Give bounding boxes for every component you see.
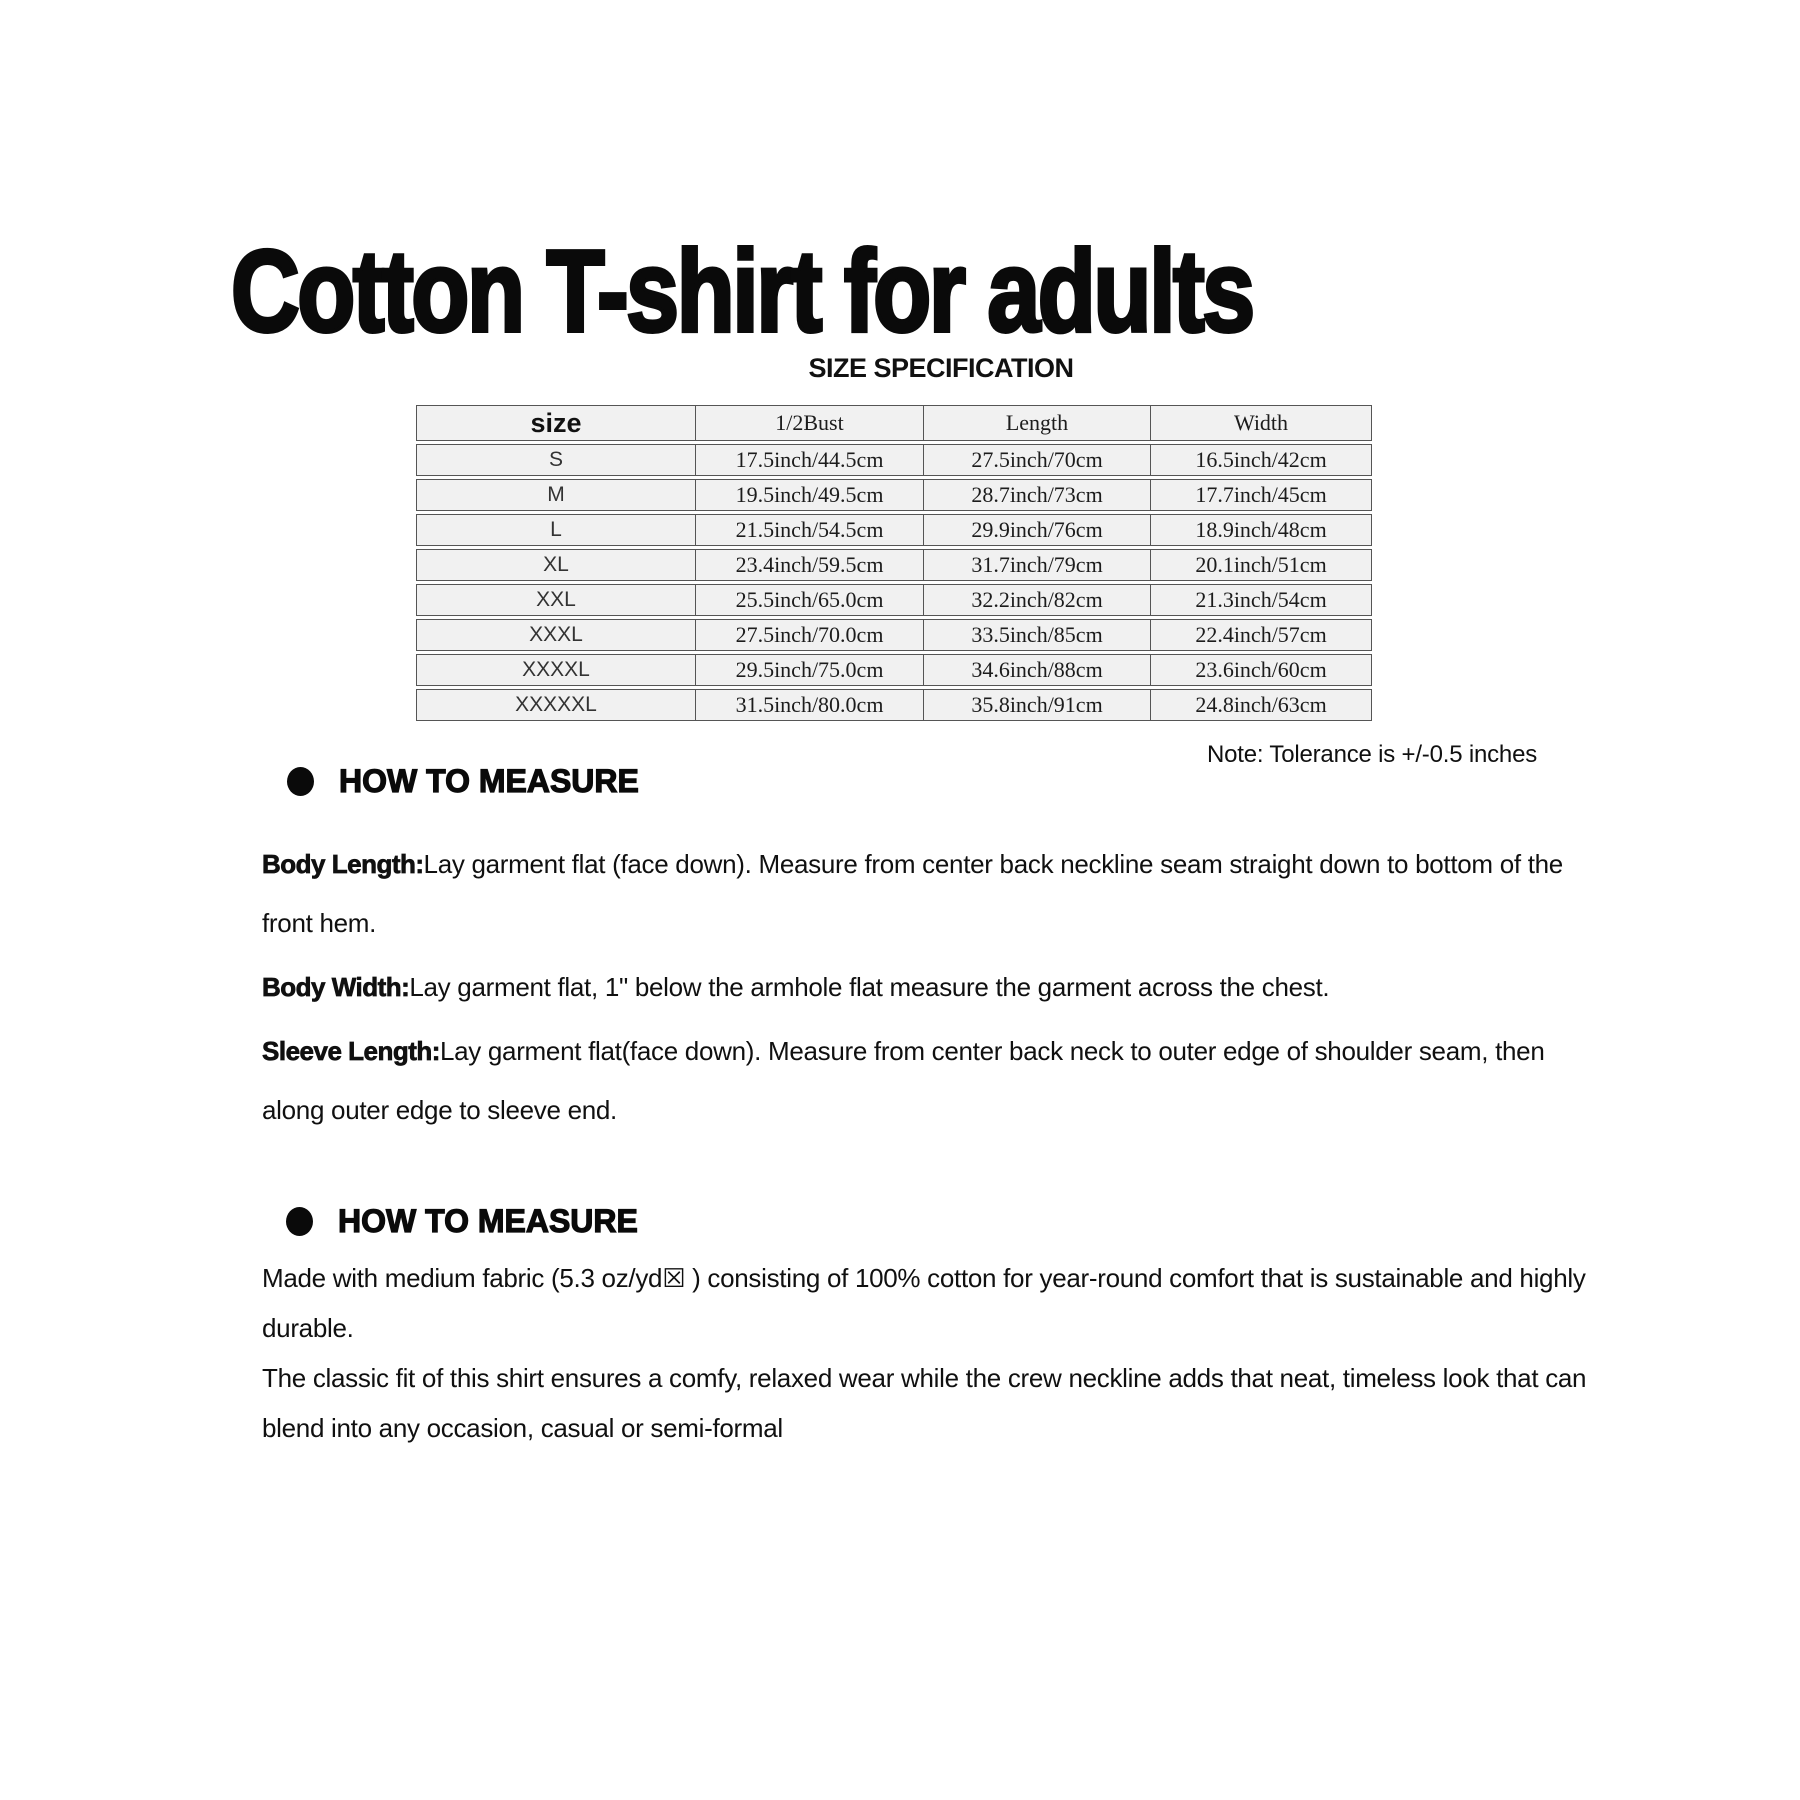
paragraph: Body Length:Lay garment flat (face down). Measure from center back neckline seam straight down to bottom of the front hem. xyxy=(262,849,1563,938)
paragraph-label: Body Length: xyxy=(262,849,424,879)
bullet-icon xyxy=(286,1207,313,1236)
how-to-measure-heading-1 xyxy=(287,763,639,800)
size-cell: XXXL xyxy=(416,619,696,651)
measurement-cell: 16.5inch/42cm xyxy=(1151,444,1372,476)
size-cell: XL xyxy=(416,549,696,581)
table-row xyxy=(416,689,1372,721)
table-row xyxy=(416,619,1372,651)
column-header-length: Length xyxy=(924,405,1151,441)
measurement-cell: 19.5inch/49.5cm xyxy=(696,479,924,511)
column-header-size: size xyxy=(416,405,696,441)
measurement-cell: 29.5inch/75.0cm xyxy=(696,654,924,686)
measure-instructions xyxy=(262,835,1592,1145)
measurement-cell: 18.9inch/48cm xyxy=(1151,514,1372,546)
size-cell: M xyxy=(416,479,696,511)
page-title: Cotton T-shirt for adults xyxy=(231,226,1253,356)
measurement-cell: 31.5inch/80.0cm xyxy=(696,689,924,721)
table-row xyxy=(416,654,1372,686)
section-heading-text: HOW TO MEASURE xyxy=(338,1203,638,1239)
measurement-cell: 27.5inch/70cm xyxy=(924,444,1151,476)
tolerance-note: Note: Tolerance is +/-0.5 inches xyxy=(1207,741,1538,768)
table-row xyxy=(416,444,1372,476)
measurement-cell: 29.9inch/76cm xyxy=(924,514,1151,546)
measurement-cell: 20.1inch/51cm xyxy=(1151,549,1372,581)
measurement-cell: 31.7inch/79cm xyxy=(924,549,1151,581)
size-specification-title: SIZE SPECIFICATION xyxy=(808,353,1074,383)
column-header-bust: 1/2Bust xyxy=(696,405,924,441)
section-heading-text: HOW TO MEASURE xyxy=(339,763,639,799)
table-row xyxy=(416,479,1372,511)
measurement-cell: 25.5inch/65.0cm xyxy=(696,584,924,616)
table-row xyxy=(416,549,1372,581)
measurement-cell: 17.7inch/45cm xyxy=(1151,479,1372,511)
fabric-description xyxy=(262,1253,1592,1453)
paragraph: Body Width:Lay garment flat, 1" below the armhole flat measure the garment across the chest. xyxy=(262,972,1330,1002)
size-cell: S xyxy=(416,444,696,476)
measurement-cell: 28.7inch/73cm xyxy=(924,479,1151,511)
measurement-cell: 22.4inch/57cm xyxy=(1151,619,1372,651)
measurement-cell: 21.3inch/54cm xyxy=(1151,584,1372,616)
size-table-body xyxy=(416,444,1372,721)
measurement-cell: 33.5inch/85cm xyxy=(924,619,1151,651)
measurement-cell: 32.2inch/82cm xyxy=(924,584,1151,616)
paragraph: Sleeve Length:Lay garment flat(face down). Measure from center back neck to outer edge of shoulder seam, then along outer edge to sleeve end. xyxy=(262,1036,1545,1125)
column-header-width: Width xyxy=(1151,405,1372,441)
table-row xyxy=(416,514,1372,546)
how-to-measure-heading-2 xyxy=(286,1203,638,1240)
paragraph: Made with medium fabric (5.3 oz/yd☒ ) consisting of 100% cotton for year-round comfort that is sustainable and highly durable. xyxy=(262,1263,1586,1343)
measurement-cell: 34.6inch/88cm xyxy=(924,654,1151,686)
paragraph: The classic fit of this shirt ensures a comfy, relaxed wear while the crew neckline adds that neat, timeless look that can blend into any occasion, casual or semi-formal xyxy=(262,1363,1587,1443)
measurement-cell: 27.5inch/70.0cm xyxy=(696,619,924,651)
measurement-cell: 17.5inch/44.5cm xyxy=(696,444,924,476)
measurement-cell: 23.4inch/59.5cm xyxy=(696,549,924,581)
measurement-cell: 23.6inch/60cm xyxy=(1151,654,1372,686)
size-cell: XXXXL xyxy=(416,654,696,686)
size-cell: L xyxy=(416,514,696,546)
table-header-row xyxy=(416,405,1372,441)
measurement-cell: 24.8inch/63cm xyxy=(1151,689,1372,721)
paragraph-label: Sleeve Length: xyxy=(262,1036,440,1066)
size-table xyxy=(416,402,1372,724)
bullet-icon xyxy=(287,767,314,796)
measurement-cell: 21.5inch/54.5cm xyxy=(696,514,924,546)
size-cell: XXXXXL xyxy=(416,689,696,721)
measurement-cell: 35.8inch/91cm xyxy=(924,689,1151,721)
size-cell: XXL xyxy=(416,584,696,616)
paragraph-label: Body Width: xyxy=(262,972,410,1002)
table-row xyxy=(416,584,1372,616)
